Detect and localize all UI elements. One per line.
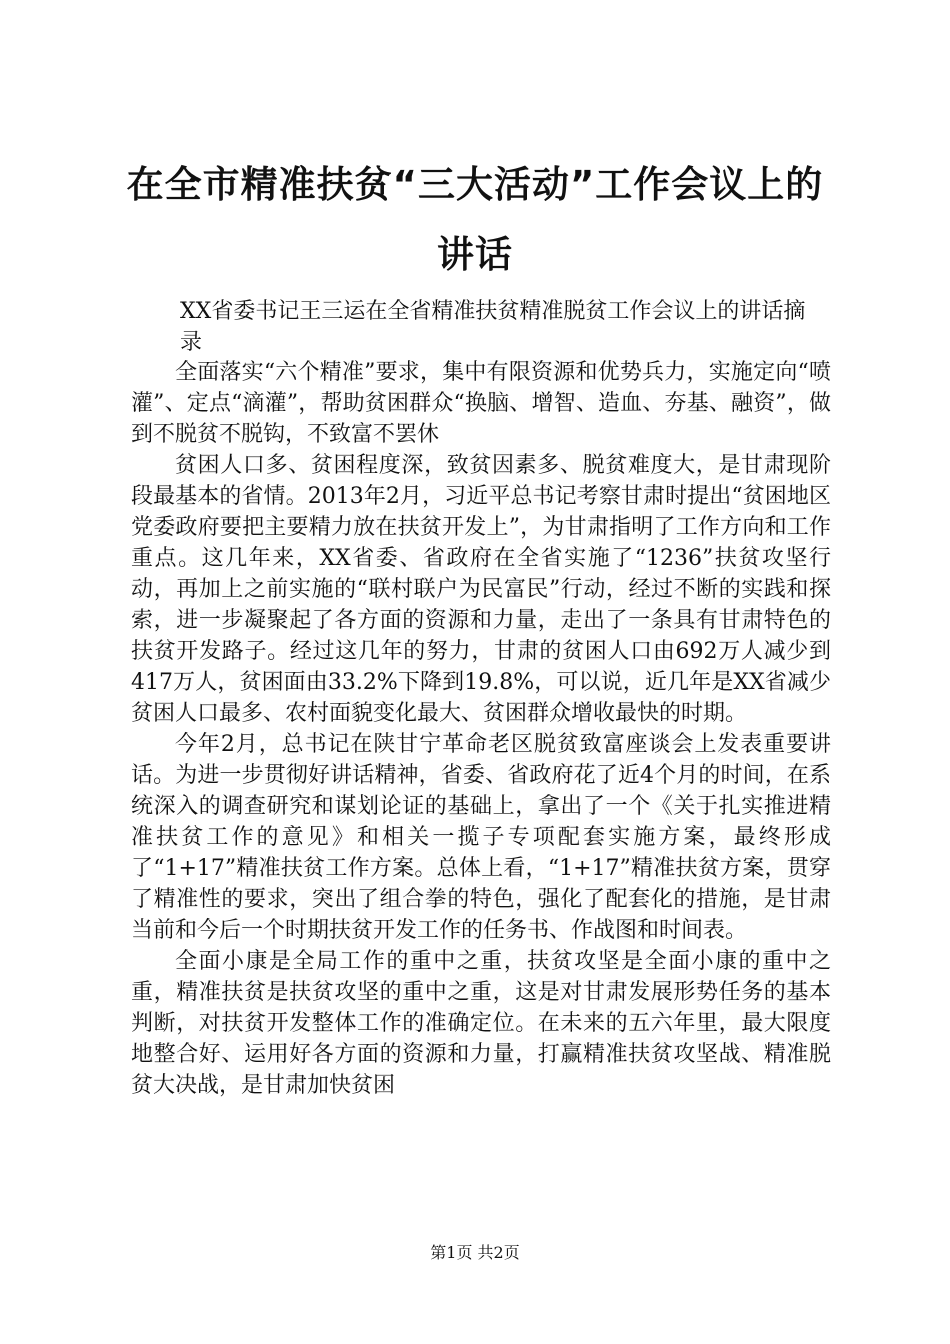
paragraph: 贫困人口多、贫困程度深，致贫因素多、脱贫难度大，是甘肃现阶段最基本的省情。2013年2月，习近平总书记考察甘肃时提出“贫困地区党委政府要把主要精力放在扶贫开发上”，为甘肃指明了工作方向和工作重点。这几年来，XX省委、省政府在全省实施了“1236”扶贫攻坚行动，再加上之前实施的“联村联户为民富民”行动，经过不断的实践和探索，进一步凝聚起了各方面的资源和力量，走出了一条具有甘肃特色的扶贫开发路子。经过这几年的努力，甘肃的贫困人口由692万人减少到417万人，贫困面由33.2%下降到19.8%，可以说，近几年是XX省减少贫困人口最多、农村面貌变化最大、贫困群众增收最快的时期。 [131,453,831,726]
paragraph: 今年2月，总书记在陕甘宁革命老区脱贫致富座谈会上发表重要讲话。为进一步贯彻好讲话精神，省委、省政府花了近4个月的时间，在系统深入的调查研究和谋划论证的基础上，拿出了一个《关于扎实推进精准扶贫工作的意见》和相关一揽子专项配套实施方案，最终形成了“1+17”精准扶贫工作方案。总体上看，“1+17”精准扶贫方案，贯穿了精准性的要求，突出了组合拳的特色，强化了配套化的措施，是甘肃当前和今后一个时期扶贫开发工作的任务书、作战图和时间表。 [131,732,831,943]
paragraph: 全面小康是全局工作的重中之重，扶贫攻坚是全面小康的重中之重，精准扶贫是扶贫攻坚的重中之重，这是对甘肃发展形势任务的基本判断，对扶贫开发整体工作的准确定位。在未来的五六年里，最大限度地整合好、运用好各方面的资源和力量，打赢精准扶贫攻坚战、精准脱贫大决战，是甘肃加快贫困 [131,949,831,1098]
paragraph: 全面落实“六个精准”要求，集中有限资源和优势兵力，实施定向“喷灌”、定点“滴灌”，帮助贫困群众“换脑、增智、造血、夯基、融资”，做到不脱贫不脱钩，不致富不罢休 [131,360,831,447]
document-subtitle: XX省委书记王三运在全省精准扶贫精准脱贫工作会议上的讲话摘录 [180,299,806,355]
document-body [131,357,831,1101]
page-footer: 第1页 共2页 [430,1243,520,1262]
document-title: 在全市精准扶贫“三大活动”工作会议上的讲话 [126,163,824,276]
